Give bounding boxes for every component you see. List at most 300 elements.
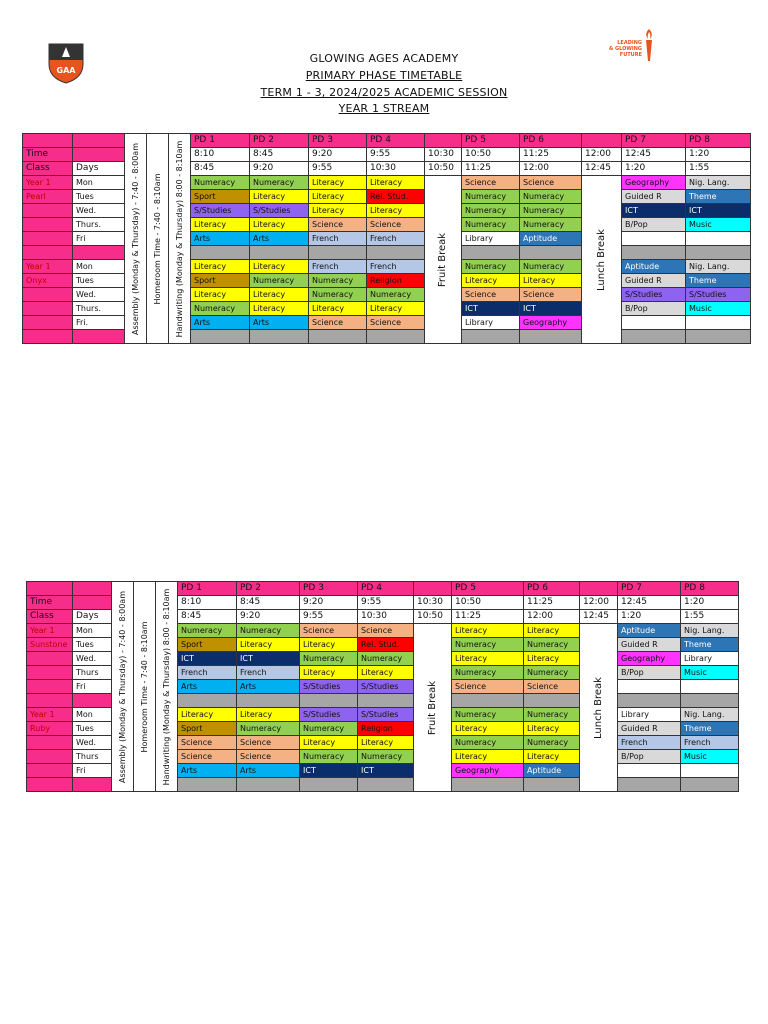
day-cell: Wed. [73,652,112,666]
separator-cell [23,246,73,260]
fruit-break-label [414,624,452,792]
period-6-header: PD 6 [524,582,580,596]
subject-cell: Literacy [250,302,309,316]
subject-cell: Numeracy [358,652,414,666]
subject-cell: Theme [686,274,751,288]
end-time: 1:20 [618,610,681,624]
subject-cell: Literacy [309,190,367,204]
subject-cell: ICT [686,204,751,218]
start-time: 10:30 [414,596,452,610]
end-time: 9:55 [300,610,358,624]
start-time: 9:20 [309,148,367,162]
end-time: 1:20 [622,162,686,176]
time-label-blank [73,596,112,610]
separator-cell [73,330,125,344]
subject-cell: Geography [622,176,686,190]
handwriting-label [169,134,191,344]
subject-cell: Numeracy [178,624,237,638]
subject-cell: Numeracy [250,176,309,190]
subject-cell: Numeracy [309,274,367,288]
separator-cell [250,246,309,260]
end-time: 12:45 [580,610,618,624]
class-name-cell: Pearl [23,190,73,204]
stream-title: YEAR 1 STREAM [338,102,430,115]
end-time: 9:20 [250,162,309,176]
time-label-blank [73,148,125,162]
subject-cell: Arts [191,316,250,330]
start-time: 12:45 [618,596,681,610]
corner-cell [23,134,73,148]
period-header-row [23,134,751,148]
subject-cell: Numeracy [237,624,300,638]
period-6-header: PD 6 [520,134,582,148]
class-name-cell: Year 1 [27,624,73,638]
subject-cell: Literacy [191,260,250,274]
subject-cell: Science [452,680,524,694]
subject-cell: Arts [237,764,300,778]
separator-cell [191,246,250,260]
subject-cell: Literacy [462,274,520,288]
subject-cell: Numeracy [452,736,524,750]
subject-cell: Numeracy [462,204,520,218]
subject-cell: ICT [178,652,237,666]
end-time: 12:00 [520,162,582,176]
subject-cell: Literacy [524,722,580,736]
subject-cell: Literacy [358,666,414,680]
subject-cell [618,764,681,778]
start-time: 10:30 [425,148,462,162]
handwriting-label-text: Handwriting (Monday & Thursday) 8:00 - 8:10am [161,588,171,785]
separator-cell [309,330,367,344]
subject-cell: Literacy [520,274,582,288]
start-time: 11:25 [520,148,582,162]
session-title: TERM 1 - 3, 2024/2025 ACADEMIC SESSION [260,86,508,99]
subject-cell: Music [686,218,751,232]
subject-cell: Numeracy [309,288,367,302]
period-header-row [27,582,739,596]
start-time: 8:10 [178,596,237,610]
separator-cell [73,778,112,792]
subject-cell: Numeracy [300,750,358,764]
day-cell: Fri. [73,316,125,330]
subject-cell: Literacy [300,638,358,652]
class-name-cell [23,288,73,302]
subject-cell: Aptitude [520,232,582,246]
class-name-cell [23,232,73,246]
subject-cell: Numeracy [524,708,580,722]
day-cell: Wed. [73,204,125,218]
assembly-label-text: Assembly (Monday & Thursday) - 7:40 - 8:00am [130,142,140,335]
subject-cell: Religion [358,722,414,736]
separator-cell [358,778,414,792]
subject-cell: Library [618,708,681,722]
subject-cell: Literacy [452,652,524,666]
class-name-cell: Ruby [27,722,73,736]
subject-cell: Rel. Stud. [367,190,425,204]
timetable-1 [22,133,751,344]
end-time: 10:30 [367,162,425,176]
end-time: 9:55 [309,162,367,176]
separator-cell [618,694,681,708]
subject-cell: Numeracy [462,260,520,274]
subject-cell: Music [681,666,739,680]
subject-cell: Aptitude [618,624,681,638]
period-3-header: PD 3 [300,582,358,596]
subject-cell: Sport [178,638,237,652]
subject-cell: ICT [358,764,414,778]
fruit-break-label-text: Fruit Break [437,232,448,287]
end-time: 9:20 [237,610,300,624]
separator-cell [178,694,237,708]
class-name-cell [27,680,73,694]
day-cell: Tues [73,274,125,288]
subject-cell: Literacy [191,288,250,302]
start-time: 12:00 [580,596,618,610]
subject-cell: Literacy [250,288,309,302]
subject-cell: Numeracy [462,218,520,232]
subject-cell: Sport [191,274,250,288]
homeroom-label [134,582,156,792]
assembly-label [112,582,134,792]
subject-cell: Guided R [622,274,686,288]
days-label: Days [73,610,112,624]
subject-cell: Numeracy [520,190,582,204]
subject-cell: Literacy [367,204,425,218]
class-name-cell [27,764,73,778]
subject-cell: Literacy [191,218,250,232]
end-time: 12:45 [582,162,622,176]
subject-cell: Sport [178,722,237,736]
end-time: 8:45 [178,610,237,624]
subject-cell: Science [367,316,425,330]
subject-cell: ICT [237,652,300,666]
subject-cell [618,680,681,694]
subject-cell: Literacy [309,176,367,190]
separator-cell [367,330,425,344]
period-8-header: PD 8 [681,582,739,596]
day-cell: Tues [73,190,125,204]
end-time: 11:25 [452,610,524,624]
subject-cell: Literacy [250,190,309,204]
class-name-cell: Onyx [23,274,73,288]
day-cell: Thurs. [73,218,125,232]
subject-cell: Science [524,680,580,694]
class-name-cell [23,316,73,330]
subject-cell [686,316,751,330]
time-label: Time [27,596,73,610]
lunch-break-label-text: Lunch Break [592,676,604,739]
start-time: 1:20 [686,148,751,162]
lunch-break-label [580,624,618,792]
subject-cell: Literacy [300,736,358,750]
subject-cell: French [237,666,300,680]
subject-cell: Numeracy [191,302,250,316]
subject-cell: ICT [520,302,582,316]
subject-cell: Library [462,316,520,330]
separator-cell [237,694,300,708]
subject-cell: Aptitude [622,260,686,274]
fruit-break-label [425,176,462,344]
subject-cell: Music [681,750,739,764]
class-name-cell [27,736,73,750]
separator-cell [191,330,250,344]
lunch-break-label-text: Lunch Break [595,228,607,291]
separator-cell [681,778,739,792]
subject-cell: S/Studies [250,204,309,218]
period-7-header: PD 7 [618,582,681,596]
end-time: 10:50 [425,162,462,176]
start-time: 12:45 [622,148,686,162]
handwriting-label [156,582,178,792]
separator-cell [300,778,358,792]
corner-cell [73,582,112,596]
subject-cell: Science [367,218,425,232]
subject-cell: S/Studies [191,204,250,218]
break-header [425,134,462,148]
subject-cell: Science [309,316,367,330]
subject-cell: Nig. Lang. [681,624,739,638]
subject-cell: Literacy [300,666,358,680]
subject-cell: Arts [178,764,237,778]
subject-cell: Guided R [622,190,686,204]
class-label: Class [27,610,73,624]
subject-cell: Numeracy [237,722,300,736]
start-time: 10:50 [462,148,520,162]
subject-cell: Literacy [237,638,300,652]
separator-cell [73,694,112,708]
separator-cell [250,330,309,344]
class-name-cell [23,218,73,232]
subject-cell: Science [178,736,237,750]
start-time: 1:20 [681,596,739,610]
logo-crest-text: GAA [56,66,76,75]
class-name-cell: Year 1 [23,260,73,274]
subject-cell: Numeracy [452,708,524,722]
break-header [580,582,618,596]
separator-cell [23,330,73,344]
subject-cell [622,316,686,330]
start-time: 11:25 [524,596,580,610]
subject-cell: Theme [681,722,739,736]
subject-cell: Geography [520,316,582,330]
subject-cell [681,680,739,694]
subject-cell: Aptitude [524,764,580,778]
subject-cell: Science [237,750,300,764]
handwriting-label-text: Handwriting (Monday & Thursday) 8:00 - 8:10am [174,140,184,337]
subject-cell: Numeracy [520,260,582,274]
corner-cell [27,582,73,596]
day-cell: Thurs. [73,302,125,316]
end-time: 1:55 [681,610,739,624]
start-time: 12:00 [582,148,622,162]
subject-cell: Science [520,176,582,190]
separator-cell [622,330,686,344]
subject-cell: S/Studies [358,680,414,694]
subject-cell: Science [520,288,582,302]
subject-cell: Numeracy [300,652,358,666]
separator-cell [27,694,73,708]
subject-cell: S/Studies [686,288,751,302]
day-cell: Fri [73,764,112,778]
subject-cell: Religion [367,274,425,288]
day-cell: Thurs [73,666,112,680]
fruit-break-label-text: Fruit Break [426,680,438,735]
separator-cell [686,330,751,344]
separator-cell [686,246,751,260]
subject-cell: Arts [191,232,250,246]
subject-cell [681,764,739,778]
break-header [582,134,622,148]
subject-cell: Library [462,232,520,246]
assembly-label [125,134,147,344]
motto-line-2: & GLOWING [608,46,642,52]
subject-cell: Numeracy [520,204,582,218]
subject-cell: Science [178,750,237,764]
end-time: 1:55 [686,162,751,176]
day-cell: Tues [73,638,112,652]
subject-cell: Music [686,302,751,316]
separator-cell [452,778,524,792]
class-name-cell [23,204,73,218]
start-time: 8:10 [191,148,250,162]
period-4-header: PD 4 [358,582,414,596]
subject-cell: Theme [681,638,739,652]
subject-cell: Science [237,736,300,750]
period-1-header: PD 1 [191,134,250,148]
start-time: 9:55 [358,596,414,610]
day-cell: Tues [73,722,112,736]
period-4-header: PD 4 [367,134,425,148]
break-header [414,582,452,596]
subject-cell: French [367,232,425,246]
timetable-title: PRIMARY PHASE TIMETABLE [305,69,463,82]
day-cell: Mon [73,260,125,274]
subject-cell: Literacy [237,708,300,722]
period-5-header: PD 5 [462,134,520,148]
corner-cell [73,134,125,148]
class-name-cell [23,302,73,316]
subject-cell: Literacy [452,624,524,638]
day-cell: Fri [73,232,125,246]
separator-cell [358,694,414,708]
subject-cell: Geography [452,764,524,778]
subject-cell: Science [462,176,520,190]
subject-cell: Numeracy [524,736,580,750]
subject-cell: S/Studies [358,708,414,722]
subject-cell: Science [300,624,358,638]
subject-cell: Arts [250,316,309,330]
subject-cell: Nig. Lang. [686,260,751,274]
subject-cell: Library [681,652,739,666]
separator-cell [520,330,582,344]
end-time: 10:50 [414,610,452,624]
subject-cell: ICT [300,764,358,778]
days-label: Days [73,162,125,176]
end-time: 11:25 [462,162,520,176]
subject-cell: Numeracy [250,274,309,288]
subject-cell: Literacy [250,260,309,274]
day-cell: Fri [73,680,112,694]
subject-cell: Science [462,288,520,302]
separator-cell [309,246,367,260]
start-time: 10:50 [452,596,524,610]
period-5-header: PD 5 [452,582,524,596]
period-8-header: PD 8 [686,134,751,148]
subject-cell: Literacy [367,302,425,316]
separator-cell [367,246,425,260]
separator-cell [300,694,358,708]
subject-cell: Literacy [524,652,580,666]
period-3-header: PD 3 [309,134,367,148]
subject-cell: B/Pop [618,750,681,764]
class-name-cell [27,652,73,666]
class-name-cell: Year 1 [27,708,73,722]
day-cell: Mon [73,624,112,638]
day-cell: Thurs [73,750,112,764]
subject-cell: Literacy [358,736,414,750]
subject-cell: Numeracy [358,750,414,764]
separator-cell [520,246,582,260]
subject-cell: Arts [237,680,300,694]
subject-cell: Arts [250,232,309,246]
period-2-header: PD 2 [250,134,309,148]
start-time: 8:45 [237,596,300,610]
subject-cell: Sport [191,190,250,204]
subject-cell: French [681,736,739,750]
subject-cell: ICT [462,302,520,316]
subject-cell: Literacy [524,624,580,638]
subject-cell: S/Studies [622,288,686,302]
subject-cell: Numeracy [524,666,580,680]
subject-cell: B/Pop [622,218,686,232]
separator-cell [462,330,520,344]
subject-cell: Geography [618,652,681,666]
subject-cell: Literacy [309,302,367,316]
separator-cell [524,778,580,792]
assembly-label-text: Assembly (Monday & Thursday) - 7:40 - 8:00am [117,590,127,783]
subject-cell: Arts [178,680,237,694]
subject-cell: Literacy [250,218,309,232]
separator-cell [618,778,681,792]
subject-cell: French [309,232,367,246]
time-label: Time [23,148,73,162]
class-name-cell [27,666,73,680]
subject-cell [622,232,686,246]
subject-cell: B/Pop [618,666,681,680]
period-1-header: PD 1 [178,582,237,596]
subject-cell: Literacy [524,750,580,764]
subject-cell: ICT [622,204,686,218]
timetable-2 [26,581,739,792]
separator-cell [622,246,686,260]
separator-cell [73,246,125,260]
class-label: Class [23,162,73,176]
separator-cell [237,778,300,792]
subject-cell: Guided R [618,638,681,652]
day-cell: Wed. [73,736,112,750]
end-time: 10:30 [358,610,414,624]
motto-line-1: LEADING [617,40,642,46]
class-name-cell [27,750,73,764]
subject-cell: French [309,260,367,274]
end-time: 12:00 [524,610,580,624]
day-cell: Wed. [73,288,125,302]
subject-cell: Science [309,218,367,232]
subject-cell: Science [358,624,414,638]
separator-cell [178,778,237,792]
subject-cell: Numeracy [520,218,582,232]
subject-cell: B/Pop [622,302,686,316]
